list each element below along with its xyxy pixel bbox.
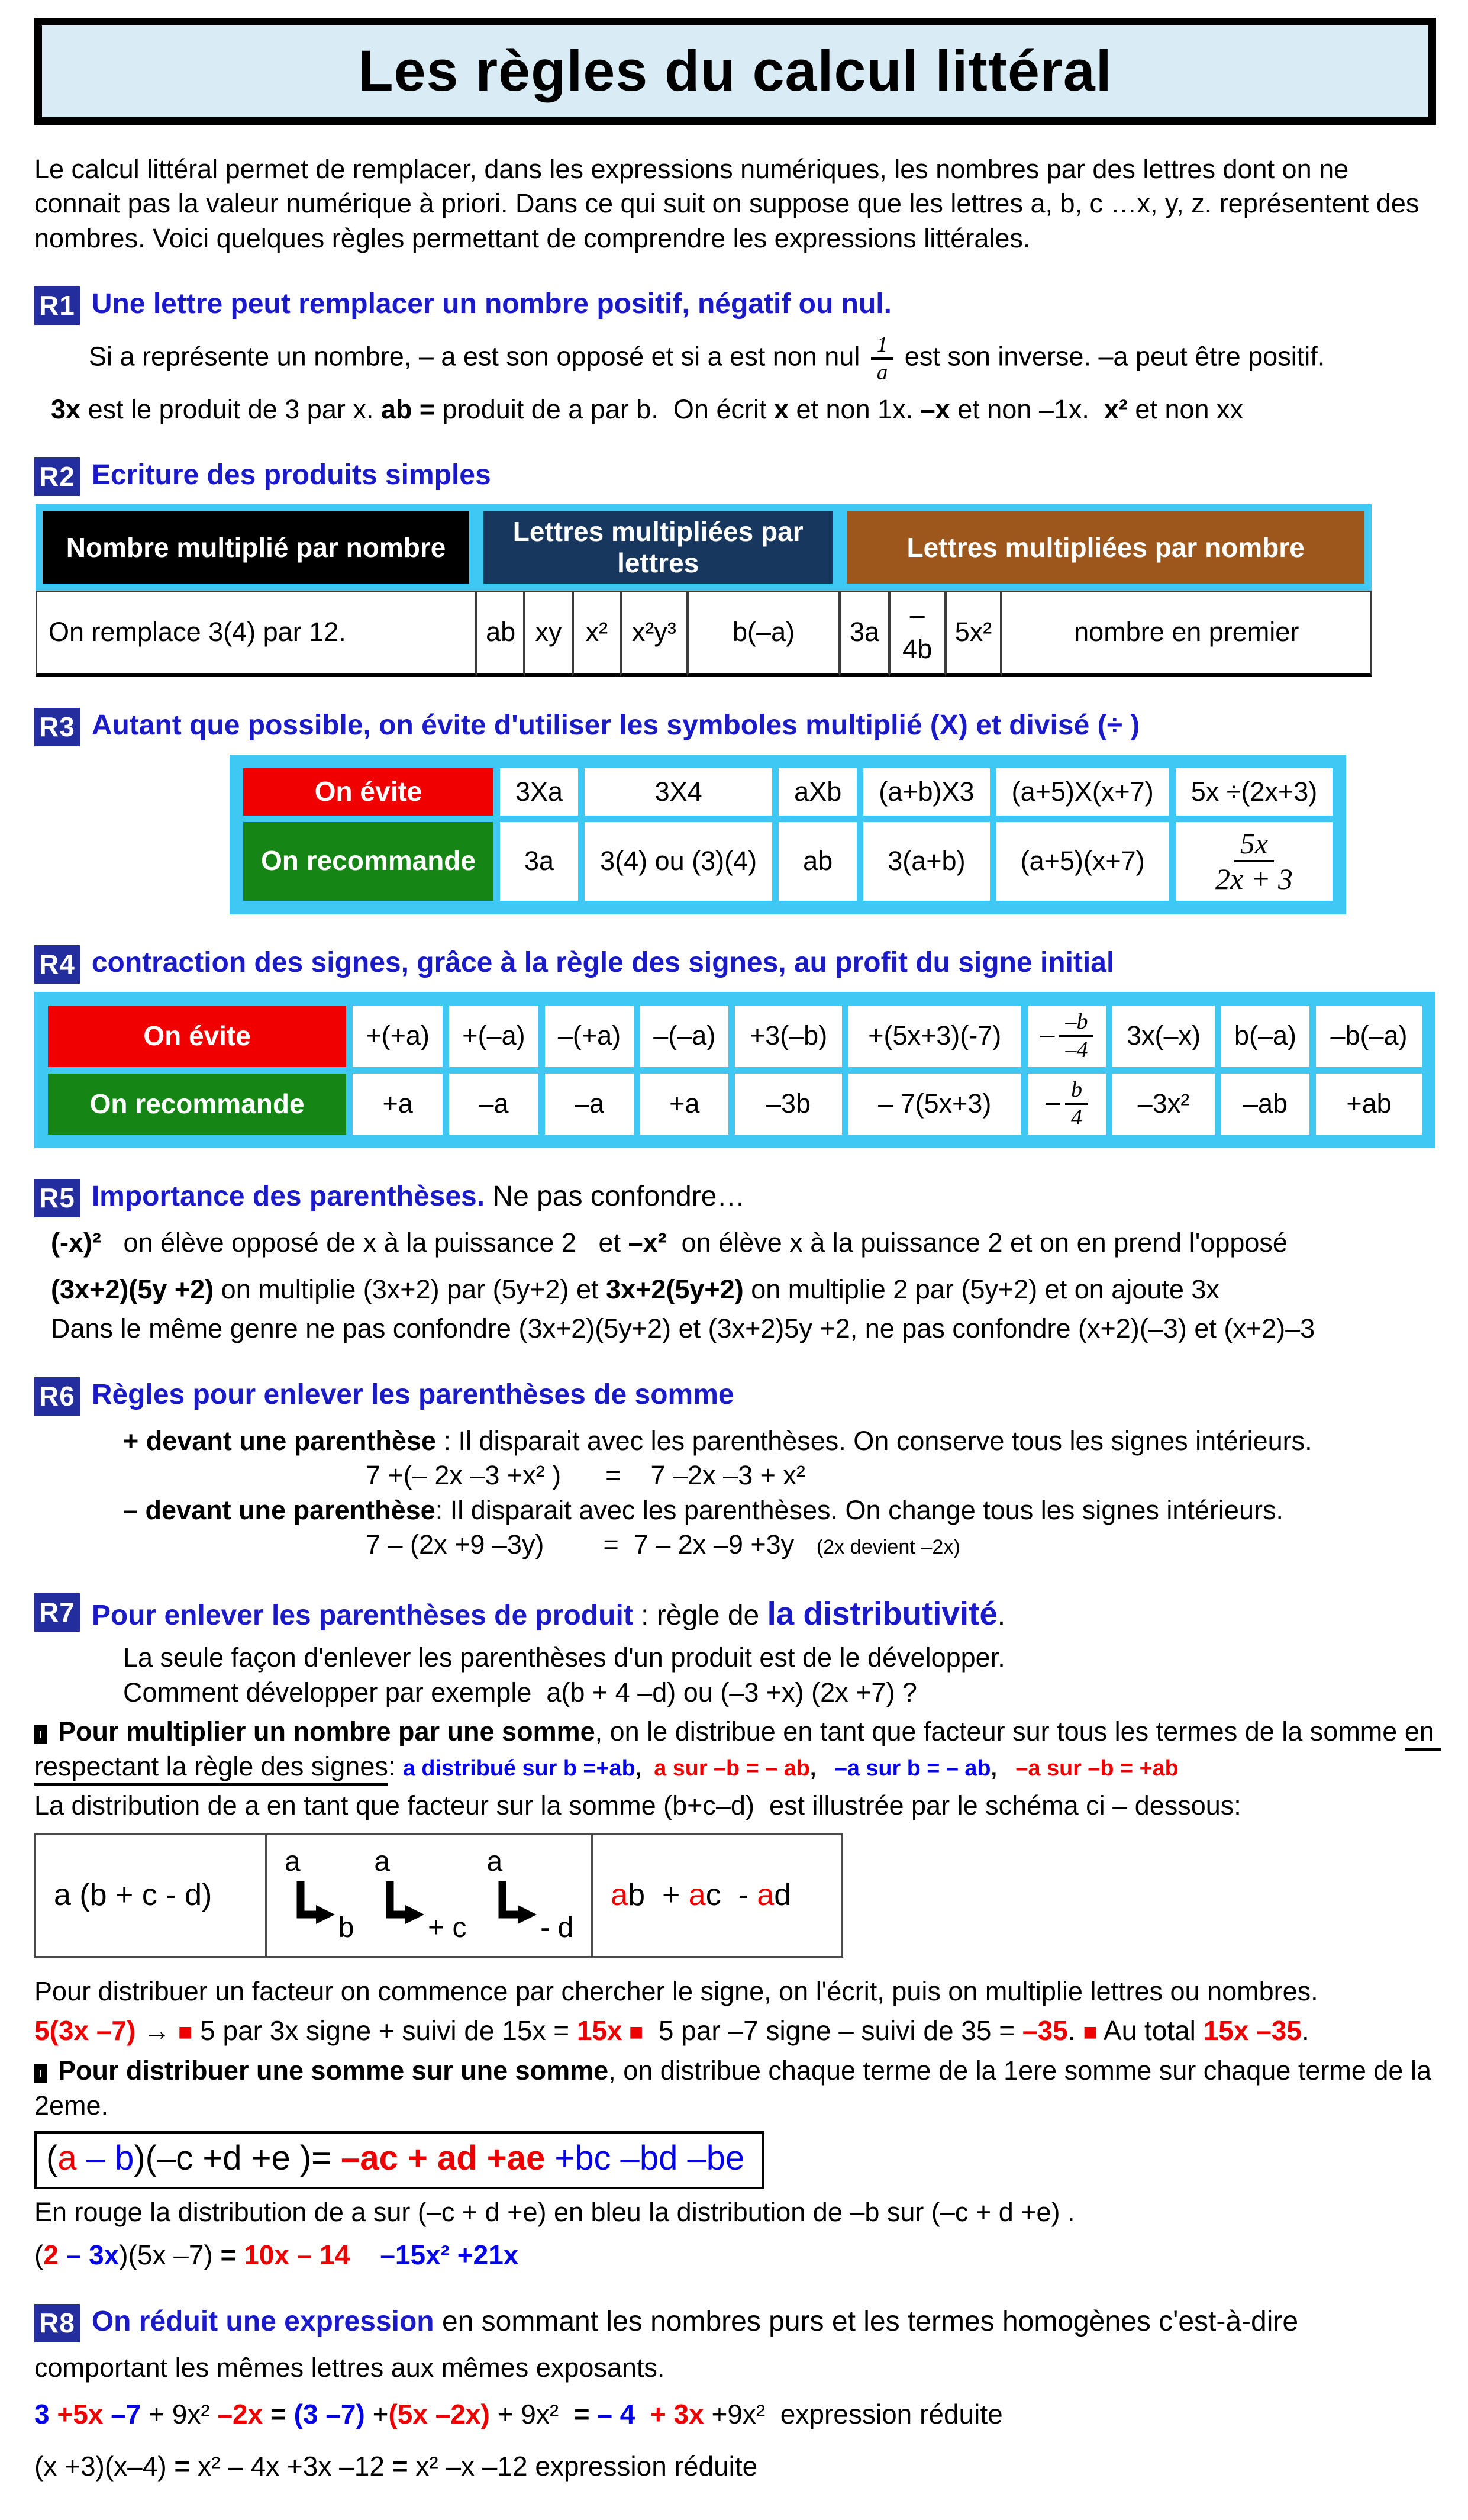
table-cell: 3(4) ou (3)(4): [585, 822, 772, 901]
text-segment: : règle de: [633, 1599, 767, 1631]
text-segment: =: [573, 2399, 590, 2430]
text-segment: la distributivité: [767, 1594, 998, 1632]
table-cell: aXb: [779, 768, 857, 816]
text-segment: a sur –b = – ab: [654, 1755, 810, 1781]
distribution-arrow-group: [285, 1848, 354, 1942]
distribution-schema: [34, 1833, 843, 1958]
text-segment: , on le distribue en tant que facteur sur tous les termes de la somme: [595, 1716, 1405, 1747]
text-segment: a: [688, 1877, 706, 1912]
fraction-denominator: 2x + 3: [1215, 862, 1293, 896]
text-segment: .: [1301, 2015, 1309, 2047]
table-cell: x²: [573, 591, 621, 677]
r4-signs-table: [34, 992, 1435, 1149]
text-segment: 5 par –7 signe – suivi de 35 =: [643, 2015, 1022, 2047]
text-segment: –a sur –b = +ab: [1015, 1755, 1179, 1781]
text-segment: –35: [1022, 2015, 1068, 2047]
text-segment: On réduit une expression: [91, 2305, 434, 2337]
table-cell: +a: [640, 1074, 728, 1135]
table-cell: –b(–a): [1316, 1006, 1422, 1067]
table-cell: b(–a): [1221, 1006, 1309, 1067]
text-segment: on multiplie 2 par (5y+2) et on ajoute 3x: [743, 1274, 1219, 1304]
fraction-prefix: –: [1045, 1087, 1060, 1117]
fraction-numerator: b: [1065, 1078, 1088, 1106]
fraction-negb-over-neg4: [1059, 1010, 1093, 1062]
r7-multiply-text: [34, 1716, 1441, 1781]
fraction-5x-over-2x3: [1215, 828, 1293, 895]
text-segment: ,: [991, 1755, 1016, 1781]
text-segment: [50, 2399, 57, 2429]
r6-minus-rule: [123, 1493, 1438, 1528]
text-segment: , on distribue chaque terme de la 1ere somme sur chaque terme de la 2eme.: [34, 2055, 1439, 2121]
text-segment: 5(3x –7): [34, 2015, 136, 2047]
text-segment: =: [220, 2239, 237, 2271]
table-cell: –ab: [1221, 1074, 1309, 1135]
rule-r5-title: [92, 1179, 746, 1214]
distribution-arrow-group: [374, 1848, 466, 1942]
r1-line1: [89, 333, 1438, 384]
table-cell: b(–a): [688, 591, 840, 677]
table-cell: –4b: [889, 591, 946, 677]
text-segment: [236, 2239, 244, 2270]
text-segment: –15x² +21x: [380, 2239, 519, 2271]
text-segment: x² –x –12 expression réduite: [408, 2451, 758, 2482]
table-cell: –(–a): [640, 1006, 728, 1067]
rule-r8-heading-row: [34, 2304, 1438, 2342]
table-cell: ab: [779, 822, 857, 901]
text-segment: – b: [76, 2139, 134, 2178]
table-cell: +3(–b): [735, 1006, 841, 1067]
text-segment: et non –1x.: [950, 394, 1104, 424]
schema-source-cell: a (b + c - d): [36, 1835, 267, 1956]
checkbox-bullet-icon: [34, 1725, 47, 1744]
recommend-label-cell: On recommande: [48, 1074, 346, 1135]
rule-r6-heading-row: [34, 1377, 1438, 1416]
elbow-arrow-icon: [494, 1880, 539, 1931]
rule-r4-title: contraction des signes, grâce à la règle des signes, au profit du signe initial: [91, 946, 1115, 978]
r1-line1-pre: Si a représente un nombre, – a est son opposé et si a est non nul: [89, 341, 867, 372]
factor-letter: a: [486, 1846, 503, 1878]
text-segment: Importance des parenthèses.: [91, 1181, 485, 1213]
r8-example1: [34, 2397, 1438, 2432]
text-segment: x²: [1104, 394, 1128, 424]
text-segment: est le produit de 3 par x.: [80, 394, 381, 424]
rule-r2-heading-row: [34, 457, 1438, 496]
table-cell: 3a: [840, 591, 889, 677]
text-segment: –x²: [628, 1227, 667, 1258]
text-segment: [590, 2399, 598, 2429]
text-segment: [350, 2239, 380, 2270]
text-segment: [263, 2399, 270, 2429]
text-segment: + 9x²: [489, 2399, 574, 2430]
factor-letter: a: [374, 1846, 391, 1878]
text-segment: a: [57, 2139, 77, 2178]
fraction-denominator: 4: [1070, 1105, 1082, 1130]
text-segment: (-x)²: [51, 1227, 101, 1258]
rule-r3-title: Autant que possible, on évite d'utiliser les symboles multiplié (X) et divisé (÷ ): [91, 709, 1140, 741]
r7-rouge-line: En rouge la distribution de a sur (–c + d +e) en bleu la distribution de –b sur (–c + d +e) .: [34, 2196, 1075, 2227]
text-segment: expression réduite: [765, 2399, 1003, 2430]
rule-badge-r1: R1: [34, 286, 80, 325]
r5-line3: Dans le même genre ne pas confondre (3x+2)(5y+2) et (3x+2)5y +2, ne pas confondre (x+2)(–3) et (x+2)–3: [51, 1313, 1315, 1344]
fraction-cell: [1028, 1006, 1106, 1067]
text-segment: on élève opposé de x à la puissance 2 et: [101, 1227, 628, 1258]
text-segment: ■: [178, 2018, 193, 2046]
text-segment: (x +3)(x–4): [34, 2451, 175, 2482]
rule-r7-heading-row: [34, 1593, 1438, 1633]
fraction-b-over-4: [1065, 1078, 1088, 1130]
text-segment: [103, 2399, 111, 2429]
avoid-label-cell: On évite: [48, 1006, 346, 1067]
r7-example-line: [34, 2013, 1438, 2049]
text-segment: en sommant les nombres purs et les termes homogènes c'est-à-dire: [434, 2305, 1299, 2337]
distribution-result-box: [34, 2131, 764, 2189]
text-segment: [635, 2399, 650, 2429]
text-segment: on multiplie (3x+2) par (5y+2) et: [214, 1274, 606, 1304]
text-segment: 15x –35: [1203, 2015, 1302, 2047]
text-segment: –2x: [217, 2399, 263, 2430]
page-title: Les règles du calcul littéral: [34, 18, 1436, 125]
text-segment: ■: [1083, 2018, 1098, 2046]
text-segment: (: [46, 2139, 58, 2178]
distributed-term: - d: [540, 1912, 574, 1944]
table-cell: 3Xa: [500, 768, 578, 816]
text-segment: (2x devient –2x): [816, 1536, 960, 1559]
table-cell: +(–a): [449, 1006, 538, 1067]
r7-line3: La distribution de a en tant que facteur sur la somme (b+c–d) est illustrée par le schéma ci – dessous:: [34, 1790, 1241, 1821]
r2-data-row: [36, 591, 1372, 677]
r7-line2: Comment développer par exemple a(b + 4 –d) ou (–3 +x) (2x +7) ?: [123, 1677, 917, 1707]
rule-r2-title: Ecriture des produits simples: [91, 459, 491, 491]
text-segment: –7: [111, 2399, 141, 2430]
text-segment: +: [364, 2399, 389, 2430]
text-segment: – 4: [597, 2399, 635, 2430]
text-segment: 10x – 14: [244, 2239, 350, 2271]
fraction-numerator: 5x: [1234, 828, 1274, 863]
r7-sum-paragraph: [34, 2054, 1438, 2123]
rule-badge-r3: R3: [34, 708, 80, 746]
table-cell: nombre en premier: [1001, 591, 1372, 677]
recommend-label-cell: On recommande: [243, 822, 493, 901]
avoid-label-cell: On évite: [243, 768, 493, 816]
text-segment: x² – 4x +3x –12: [190, 2451, 392, 2482]
fraction-denominator: –4: [1065, 1037, 1088, 1062]
text-segment: –x: [920, 394, 950, 424]
text-segment: 15x: [576, 2015, 622, 2047]
table-cell: +ab: [1316, 1074, 1422, 1135]
table-cell: –(+a): [545, 1006, 634, 1067]
text-segment: 5 par 3x signe + suivi de 15x =: [192, 2015, 577, 2047]
r8-example2: [34, 2449, 1438, 2484]
text-segment: +9x²: [704, 2399, 766, 2430]
text-segment: et non xx: [1127, 394, 1244, 424]
rule-r7-title: [92, 1593, 1005, 1633]
text-segment: : Il disparait avec les parenthèses. On change tous les signes intérieurs.: [435, 1494, 1283, 1525]
text-segment: .: [997, 1599, 1006, 1631]
checkbox-bullet-icon: [34, 2064, 47, 2083]
rule-badge-r7: R7: [34, 1593, 80, 1632]
text-segment: [286, 2399, 294, 2429]
text-segment: Pour enlever les parenthèses de produit: [91, 1599, 633, 1631]
schema-result-cell: [593, 1835, 841, 1956]
text-segment: x: [773, 394, 789, 424]
table-cell: ab: [476, 591, 524, 677]
rule-badge-r8: R8: [34, 2304, 80, 2342]
rule-r1-heading-row: [34, 286, 1438, 325]
r8-line2: comportant les mêmes lettres aux mêmes exposants.: [34, 2352, 665, 2383]
equation-line: [366, 1528, 1438, 1562]
elbow-arrow-icon: [292, 1880, 337, 1931]
text-segment: + 3x: [650, 2399, 704, 2430]
rule-badge-r4: R4: [34, 945, 80, 984]
text-segment: )(–c +d +e )=: [134, 2139, 341, 2178]
text-segment: =: [270, 2399, 286, 2430]
table-cell: – 7(5x+3): [848, 1074, 1021, 1135]
table-cell: 5x²: [946, 591, 1002, 677]
r3-avoid-row: [243, 768, 1333, 816]
text-segment: →: [135, 2015, 178, 2047]
r2-header-row: [36, 504, 1372, 591]
text-segment: +5x: [57, 2399, 104, 2430]
text-segment: ,: [809, 1755, 835, 1781]
text-segment: on élève x à la puissance 2 et on en prend l'opposé: [666, 1227, 1288, 1258]
rule-r1-title: Une lettre peut remplacer un nombre positif, négatif ou nul.: [91, 288, 892, 320]
text-segment: a: [757, 1877, 775, 1912]
text-segment: ,: [635, 1755, 654, 1781]
table-cell: +a: [353, 1074, 443, 1135]
text-segment: 3x+2(5y+2): [605, 1274, 744, 1304]
text-segment: (: [34, 2239, 44, 2271]
table-cell: 5x ÷(2x+3): [1176, 768, 1333, 816]
text-segment: Pour multiplier un nombre par une somme: [58, 1716, 595, 1747]
fraction-cell: [1176, 822, 1333, 901]
rule-badge-r5: R5: [34, 1179, 80, 1217]
r5-line1: [51, 1226, 1438, 1261]
table-cell: (a+b)X3: [863, 768, 989, 816]
text-segment: a distribué sur b =+ab: [402, 1755, 635, 1781]
table-cell: –a: [545, 1074, 634, 1135]
table-cell: +(+a): [353, 1006, 443, 1067]
text-segment: (5x –2x): [388, 2399, 490, 2430]
text-segment: (3x+2)(5y +2): [51, 1274, 214, 1304]
intro-paragraph: Le calcul littéral permet de remplacer, dans les expressions numériques, les nombres par des lettres dont on ne connait pas la valeur numérique à priori. Dans ce qui suit on suppose que les lettres a, b, c …x, y, z. représentent des nombres. Voici quelques règles permettant de comprendre les expressions littérales.: [34, 153, 1427, 253]
text-segment: b +: [628, 1877, 689, 1912]
table-cell: (a+5)(x+7): [996, 822, 1169, 901]
fraction-1-over-a: [871, 333, 893, 384]
text-segment: .: [1067, 2015, 1083, 2047]
distribution-arrow-group: [486, 1848, 573, 1942]
rule-badge-r2: R2: [34, 457, 80, 496]
r7-sum-text: [34, 2055, 1439, 2121]
text-segment: 7 – (2x +9 –3y) = 7 – 2x –9 +3y: [366, 1529, 817, 1560]
text-segment: –ac + ad +ae: [341, 2139, 546, 2178]
r5-line2: [51, 1272, 1438, 1307]
text-segment: en respectant la règle des signes: [34, 1716, 1441, 1786]
fraction-numerator: –b: [1059, 1010, 1093, 1037]
factor-letter: a: [285, 1846, 301, 1878]
table-cell: 3(a+b): [863, 822, 989, 901]
text-segment: produit de a par b. On écrit: [435, 394, 774, 424]
text-segment: –a sur b = – ab: [834, 1755, 991, 1781]
r2-header-number-by-number: Nombre multiplié par nombre: [36, 504, 476, 591]
table-cell: (a+5)X(x+7): [996, 768, 1169, 816]
text-segment: : Il disparait avec les parenthèses. On conserve tous les signes intérieurs.: [435, 1425, 1312, 1456]
text-segment: et non 1x.: [789, 394, 921, 424]
fraction-prefix: –: [1040, 1019, 1055, 1049]
table-cell: 3X4: [585, 768, 772, 816]
table-cell: xy: [524, 591, 572, 677]
rule-r6-title: Règles pour enlever les parenthèses de somme: [91, 1378, 734, 1410]
table-cell: –3x²: [1112, 1074, 1215, 1135]
text-segment: ab =: [380, 394, 435, 424]
text-segment: =: [174, 2451, 191, 2482]
fraction-cell: [1028, 1074, 1106, 1135]
elbow-arrow-icon: [382, 1880, 427, 1931]
text-segment: Pour distribuer une somme sur une somme: [58, 2055, 609, 2086]
text-segment: :: [388, 1751, 403, 1781]
text-segment: 3: [34, 2399, 50, 2430]
r7-example2-line: [34, 2238, 1438, 2273]
fraction-denominator: a: [876, 359, 888, 384]
text-segment: + 9x²: [141, 2399, 218, 2430]
distributed-term: b: [338, 1912, 354, 1944]
r2-header-letters-by-letters: Lettres multipliées par lettres: [476, 504, 840, 591]
text-segment: )(5x –7): [119, 2239, 221, 2271]
table-cell: x²y³: [621, 591, 688, 677]
r1-line2: [51, 392, 1438, 427]
rule-r3-heading-row: [34, 708, 1438, 746]
text-segment: ■: [622, 2018, 644, 2046]
table-cell: +(5x+3)(-7): [848, 1006, 1021, 1067]
r3-symbols-table: [230, 755, 1346, 914]
text-segment: c -: [705, 1877, 757, 1912]
text-segment: – 3x: [58, 2239, 120, 2271]
table-cell: –a: [449, 1074, 538, 1135]
table-cell: 3a: [500, 822, 578, 901]
r6-plus-rule: [123, 1424, 1438, 1459]
distribution-box-row: [34, 2123, 1438, 2194]
text-segment: a: [611, 1877, 628, 1912]
r4-recommend-row: [48, 1074, 1422, 1135]
table-cell: On remplace 3(4) par 12.: [36, 591, 476, 677]
rule-badge-r6: R6: [34, 1377, 80, 1416]
r1-line1-post: est son inverse. –a peut être positif.: [897, 341, 1325, 372]
text-segment: 2: [43, 2239, 59, 2271]
table-cell: –3b: [735, 1074, 841, 1135]
r3-recommend-row: [243, 822, 1333, 901]
rule-r4-heading-row: [34, 945, 1438, 984]
text-segment: Ne pas confondre…: [485, 1181, 746, 1213]
text-segment: d: [774, 1877, 792, 1912]
r7-distribute-line: Pour distribuer un facteur on commence par chercher le signe, on l'écrit, puis on multiplie lettres ou nombres.: [34, 1976, 1318, 2006]
r2-header-letters-by-number: Lettres multipliées par nombre: [840, 504, 1372, 591]
text-segment: (3 –7): [293, 2399, 365, 2430]
r4-avoid-row: [48, 1006, 1422, 1067]
text-segment: =: [392, 2451, 408, 2482]
text-segment: Au total: [1097, 2015, 1204, 2047]
equation-line: 7 +(– 2x –3 +x² ) = 7 –2x –3 + x²: [366, 1460, 805, 1491]
text-segment: – devant une parenthèse: [123, 1494, 435, 1525]
rule-r5-heading-row: [34, 1179, 1438, 1217]
text-segment: +bc –bd –be: [545, 2139, 745, 2178]
r2-products-table: [36, 504, 1372, 677]
table-cell: 3x(–x): [1112, 1006, 1215, 1067]
schema-arrows-cell: [267, 1835, 593, 1956]
text-segment: + devant une parenthèse: [123, 1425, 436, 1456]
fraction-numerator: 1: [871, 333, 893, 360]
distributed-term: + c: [428, 1912, 467, 1944]
r7-line1: La seule façon d'enlever les parenthèses d'un produit est de le développer.: [123, 1642, 1005, 1673]
r7-multiply-paragraph: [34, 1715, 1442, 1784]
text-segment: 3x: [51, 394, 81, 424]
rule-r8-title: [92, 2304, 1298, 2339]
